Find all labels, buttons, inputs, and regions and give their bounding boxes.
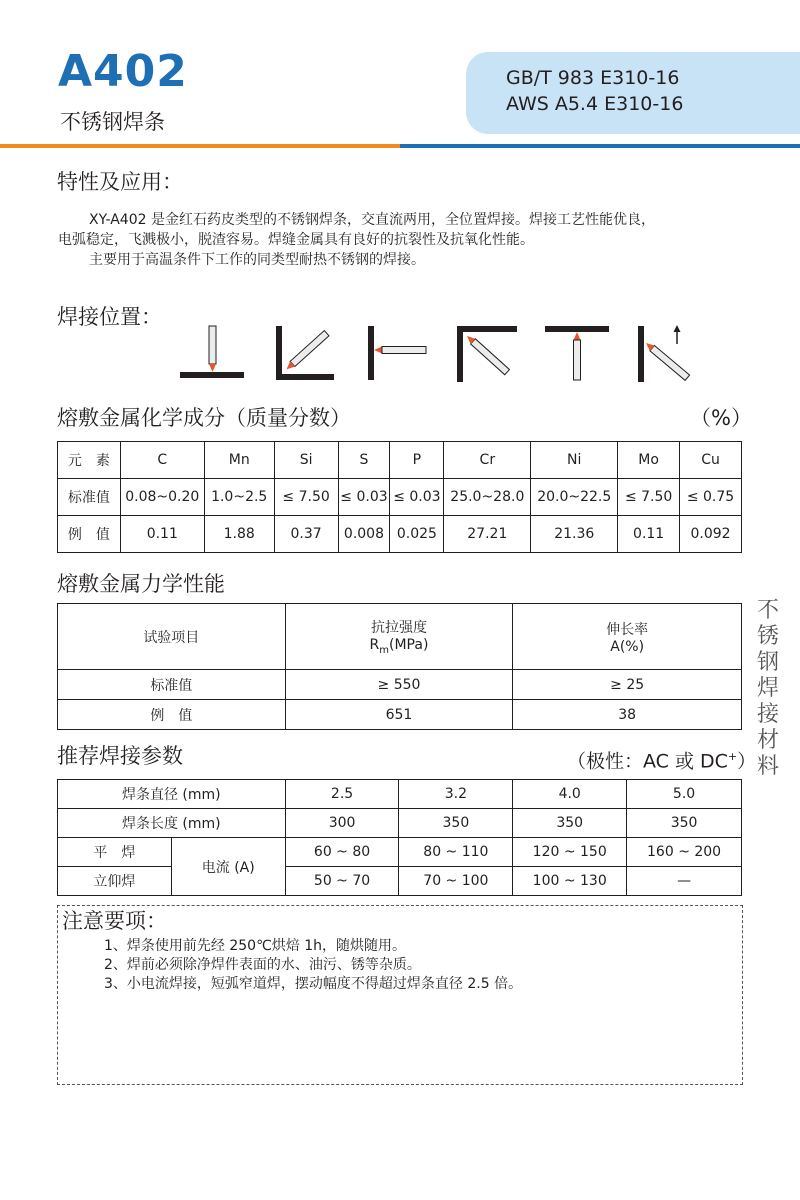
chemical-header-cell: Mo (618, 442, 680, 479)
table-cell: 1.0~2.5 (204, 479, 274, 516)
table-row (58, 867, 742, 896)
table-cell: 100 ~ 130 (513, 867, 627, 896)
table-cell: 350 (399, 809, 513, 838)
side-label-char: 锈 (756, 624, 779, 649)
horizontal-fillet-icon (272, 322, 338, 384)
header-rule-blue (400, 144, 800, 148)
table-cell: 350 (513, 809, 627, 838)
welding-table (57, 779, 742, 896)
chemical-header-row (58, 442, 742, 479)
chemical-unit: （%） (690, 406, 752, 430)
table-cell: 0.37 (274, 516, 338, 553)
table-cell: ≥ 25 (513, 670, 742, 700)
tensile-label: 抗拉强度 (370, 620, 427, 637)
chemical-header-cell: 元 素 (58, 442, 121, 479)
welding-title: 推荐焊接参数 (57, 744, 183, 768)
chemical-header-cell: Cu (680, 442, 742, 479)
side-label (756, 598, 780, 780)
side-label-char: 接 (756, 702, 779, 727)
table-cell: 80 ~ 110 (399, 838, 513, 867)
table-cell: 120 ~ 150 (513, 838, 627, 867)
chemical-header-cell: Mn (204, 442, 274, 479)
diameter-label: 焊条直径 (mm) (58, 780, 286, 809)
chemical-header-cell: S (338, 442, 390, 479)
mechanical-header-row (58, 604, 742, 670)
flat-position-icon (180, 322, 246, 384)
features-line-2: 电弧稳定，飞溅极小，脱渣容易。焊缝金属具有良好的抗裂性及抗氧化性能。 (58, 232, 534, 248)
table-cell: 25.0~28.0 (444, 479, 531, 516)
notice-box (57, 905, 743, 1085)
vertical-label: 立仰焊 (58, 867, 172, 896)
table-cell: 300 (285, 809, 399, 838)
table-row (58, 780, 742, 809)
chemical-header-cell: C (120, 442, 204, 479)
header-rule-orange (0, 144, 400, 148)
table-cell: 例 值 (58, 516, 121, 553)
positions-title: 焊接位置： (57, 305, 162, 329)
table-row (58, 479, 742, 516)
flat-label: 平 焊 (58, 838, 172, 867)
table-cell: 160 ~ 200 (627, 838, 742, 867)
tensile-unit: (MPa) (389, 637, 429, 654)
table-cell: ≤ 0.75 (680, 479, 742, 516)
table-cell: 0.025 (390, 516, 444, 553)
overhead-fillet-icon (455, 322, 521, 384)
header-tensile-strength (285, 604, 513, 670)
product-code: A402 (58, 46, 188, 97)
table-row (58, 838, 742, 867)
table-cell: 例 值 (58, 700, 286, 730)
current-label: 电流 (A) (171, 838, 285, 896)
table-row (58, 516, 742, 553)
table-cell: 2.5 (285, 780, 399, 809)
notice-item: 3、小电流焊接，短弧窄道焊，摆动幅度不得超过焊条直径 2.5 倍。 (104, 976, 523, 992)
chemical-header-cell: Si (274, 442, 338, 479)
notice-item: 1、焊条使用前先经 250℃烘焙 1h，随烘随用。 (104, 938, 407, 954)
table-cell: 20.0~22.5 (531, 479, 618, 516)
table-cell: 0.08~0.20 (120, 479, 204, 516)
table-cell: 4.0 (513, 780, 627, 809)
features-line-1: XY-A402 是金红石药皮类型的不锈钢焊条，交直流两用，全位置焊接。焊接工艺性能优良， (89, 212, 655, 228)
tensile-symbol: R (369, 637, 380, 654)
elongation-label: 伸长率 (606, 621, 649, 638)
table-cell: 3.2 (399, 780, 513, 809)
table-cell: 350 (627, 809, 742, 838)
elongation-unit: A(%) (610, 638, 645, 655)
polarity-prefix: （极性：AC 或 DC (567, 750, 728, 773)
chemical-title: 熔敷金属化学成分（质量分数） (57, 406, 351, 430)
table-cell: ≥ 550 (285, 670, 513, 700)
notice-item: 2、焊前必须除净焊件表面的水、油污、锈等杂质。 (104, 957, 421, 973)
table-cell: 标准值 (58, 479, 121, 516)
table-cell: 651 (285, 700, 513, 730)
overhead-position-icon (545, 322, 611, 384)
horizontal-position-icon (364, 322, 430, 384)
product-name: 不锈钢焊条 (60, 110, 165, 134)
polarity-sup: + (727, 750, 738, 763)
mechanical-table (57, 603, 742, 730)
table-cell: 38 (513, 700, 742, 730)
table-row (58, 700, 742, 730)
welding-polarity (567, 746, 756, 772)
table-cell: — (627, 867, 742, 896)
table-cell: 70 ~ 100 (399, 867, 513, 896)
tensile-subscript: m (379, 644, 390, 656)
side-label-char: 料 (756, 754, 779, 779)
table-cell: 60 ~ 80 (285, 838, 399, 867)
chemical-header-cell: Cr (444, 442, 531, 479)
table-cell: 21.36 (531, 516, 618, 553)
table-cell: 0.008 (338, 516, 390, 553)
table-cell: 27.21 (444, 516, 531, 553)
standard-gb: GB/T 983 E310-16 (506, 67, 680, 89)
side-label-char: 材 (756, 728, 779, 753)
standard-aws: AWS A5.4 E310-16 (506, 93, 684, 115)
chemical-header-cell: Ni (531, 442, 618, 479)
table-cell: ≤ 7.50 (274, 479, 338, 516)
table-cell: 5.0 (627, 780, 742, 809)
table-cell: 50 ~ 70 (285, 867, 399, 896)
header-elongation (513, 604, 742, 670)
vertical-up-icon (637, 322, 703, 384)
table-cell: 1.88 (204, 516, 274, 553)
features-line-3: 主要用于高温条件下工作的同类型耐热不锈钢的焊接。 (89, 252, 425, 268)
polarity-suffix: ） (737, 750, 757, 773)
table-cell: 0.11 (120, 516, 204, 553)
features-title: 特性及应用： (57, 170, 183, 194)
table-cell: 0.11 (618, 516, 680, 553)
table-cell: ≤ 0.03 (390, 479, 444, 516)
table-cell: 标准值 (58, 670, 286, 700)
table-cell: ≤ 0.03 (338, 479, 390, 516)
header-test-item: 试验项目 (58, 604, 286, 670)
table-cell: ≤ 7.50 (618, 479, 680, 516)
chemical-table (57, 441, 742, 553)
tensile-unit-line (286, 637, 513, 656)
length-label: 焊条长度 (mm) (58, 809, 286, 838)
mechanical-title: 熔敷金属力学性能 (57, 572, 225, 596)
table-row (58, 809, 742, 838)
standards-box (466, 52, 800, 134)
side-label-char: 焊 (756, 676, 779, 701)
table-cell: 0.092 (680, 516, 742, 553)
side-label-char: 不 (756, 598, 779, 623)
table-row (58, 670, 742, 700)
chemical-header-cell: P (390, 442, 444, 479)
notice-title: 注意要项： (62, 909, 167, 933)
side-label-char: 钢 (756, 650, 779, 675)
